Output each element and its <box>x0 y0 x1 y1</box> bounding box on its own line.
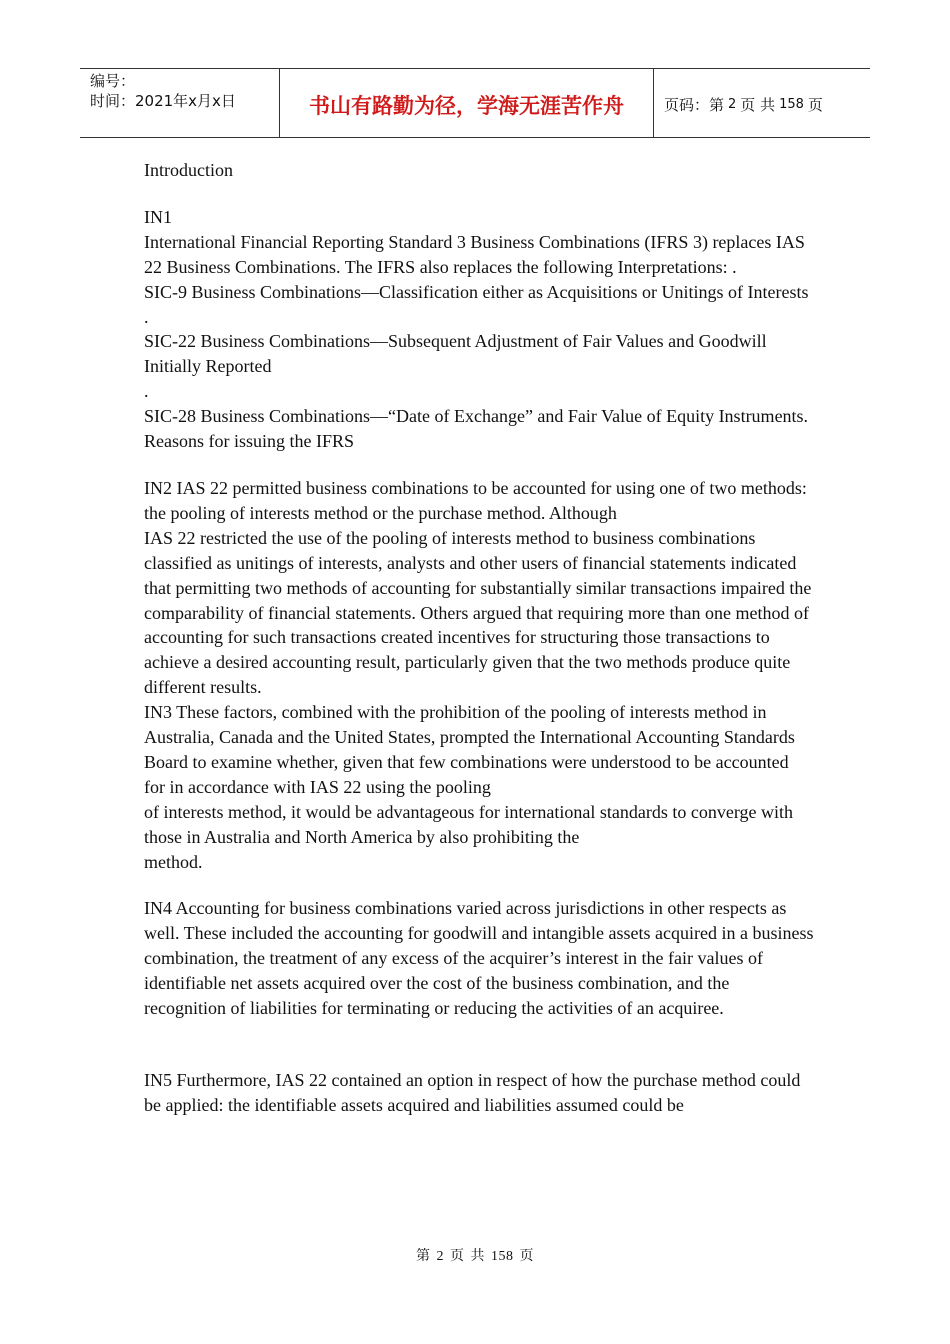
page-header <box>80 68 870 138</box>
in3-paragraph-a: IN3 These factors, combined with the prohibition of the pooling of interests method in Australia, Canada and the United States, prompted the International Accounting Standards Board to examine whether, given that few combinations were understood to be accounted for in accordance with IAS 22 using the pooling <box>144 702 795 797</box>
header-motto: 书山有路勤为径，学海无涯苦作舟 <box>280 69 654 137</box>
sic22-item: SIC-22 Business Combinations—Subsequent Adjustment of Fair Values and Goodwill Initially Reported <box>144 331 767 377</box>
list-dot: . <box>144 381 149 402</box>
header-page-prefix: 页码：第 <box>664 95 725 114</box>
in2-paragraph-a: IN2 IAS 22 permitted business combinations to be accounted for using one of two methods: the pooling of interests method or the purchase method. Although <box>144 477 807 523</box>
in1-label: IN1 <box>144 206 172 227</box>
in1-paragraph: International Financial Reporting Standard 3 Business Combinations (IFRS 3) replaces IAS 22 Business Combinations. The IFRS also replaces the following Interpretations: . <box>144 231 805 277</box>
in2-paragraph-b: IAS 22 restricted the use of the pooling of interests method to business combinations classified as unitings of interests, analysts and other users of financial statements indicated that permitting two methods of accounting for substantially similar transactions impaired the comparability of financial statements. Others argued that requiring more than one method of accounting for such transactions created incentives for structuring those transactions to achieve a desired accounting result, particularly given that the two methods produce quite different results. <box>144 527 812 698</box>
reasons-heading: Reasons for issuing the IFRS <box>144 431 355 452</box>
footer-ye: 页 <box>519 1249 534 1264</box>
footer-di: 第 <box>416 1249 431 1264</box>
sic9-item: SIC-9 Business Combinations—Classification either as Acquisitions or Unitings of Interests <box>144 281 809 302</box>
header-number-label: 编号： <box>90 72 136 90</box>
footer-page-number: 2 <box>436 1249 444 1264</box>
page-footer <box>0 1245 950 1265</box>
footer-gong: 共 <box>470 1249 485 1264</box>
in5-paragraph: IN5 Furthermore, IAS 22 contained an option in respect of how the purchase method could be applied: the identifiable assets acquired and liabilities assumed could be <box>144 1070 801 1115</box>
header-page-info <box>654 69 870 137</box>
header-page-number: 2 <box>728 96 737 112</box>
sic28-item: SIC-28 Business Combinations—“Date of Exchange” and Fair Value of Equity Instruments. <box>144 406 809 427</box>
in3-paragraph-c: method. <box>144 851 203 872</box>
header-page-suffix: 页 <box>807 95 823 114</box>
footer-total-pages: 158 <box>491 1249 514 1264</box>
intro-heading: Introduction <box>144 160 233 180</box>
document-body <box>144 158 814 1118</box>
header-meta <box>80 69 280 137</box>
in4-paragraph: IN4 Accounting for business combinations varied across jurisdictions in other respects as well. These included the accounting for goodwill and intangible assets acquired in a business combination, the treatment of any excess of the acquirer’s interest in the fair values of identifiable net assets acquired over the cost of the business combination, and the recognition of liabilities for terminating or reducing the activities of an acquiree. <box>144 898 814 1019</box>
in3-paragraph-b: of interests method, it would be advantageous for international standards to converge with those in Australia and North America by also prohibiting the <box>144 801 794 847</box>
header-total-pages: 158 <box>779 96 804 112</box>
footer-ye: 页 <box>450 1249 465 1264</box>
list-dot: . <box>144 306 149 327</box>
header-page-mid: 页 共 <box>740 95 776 114</box>
header-time-label: 时间：2021年x月x日 <box>90 92 236 110</box>
